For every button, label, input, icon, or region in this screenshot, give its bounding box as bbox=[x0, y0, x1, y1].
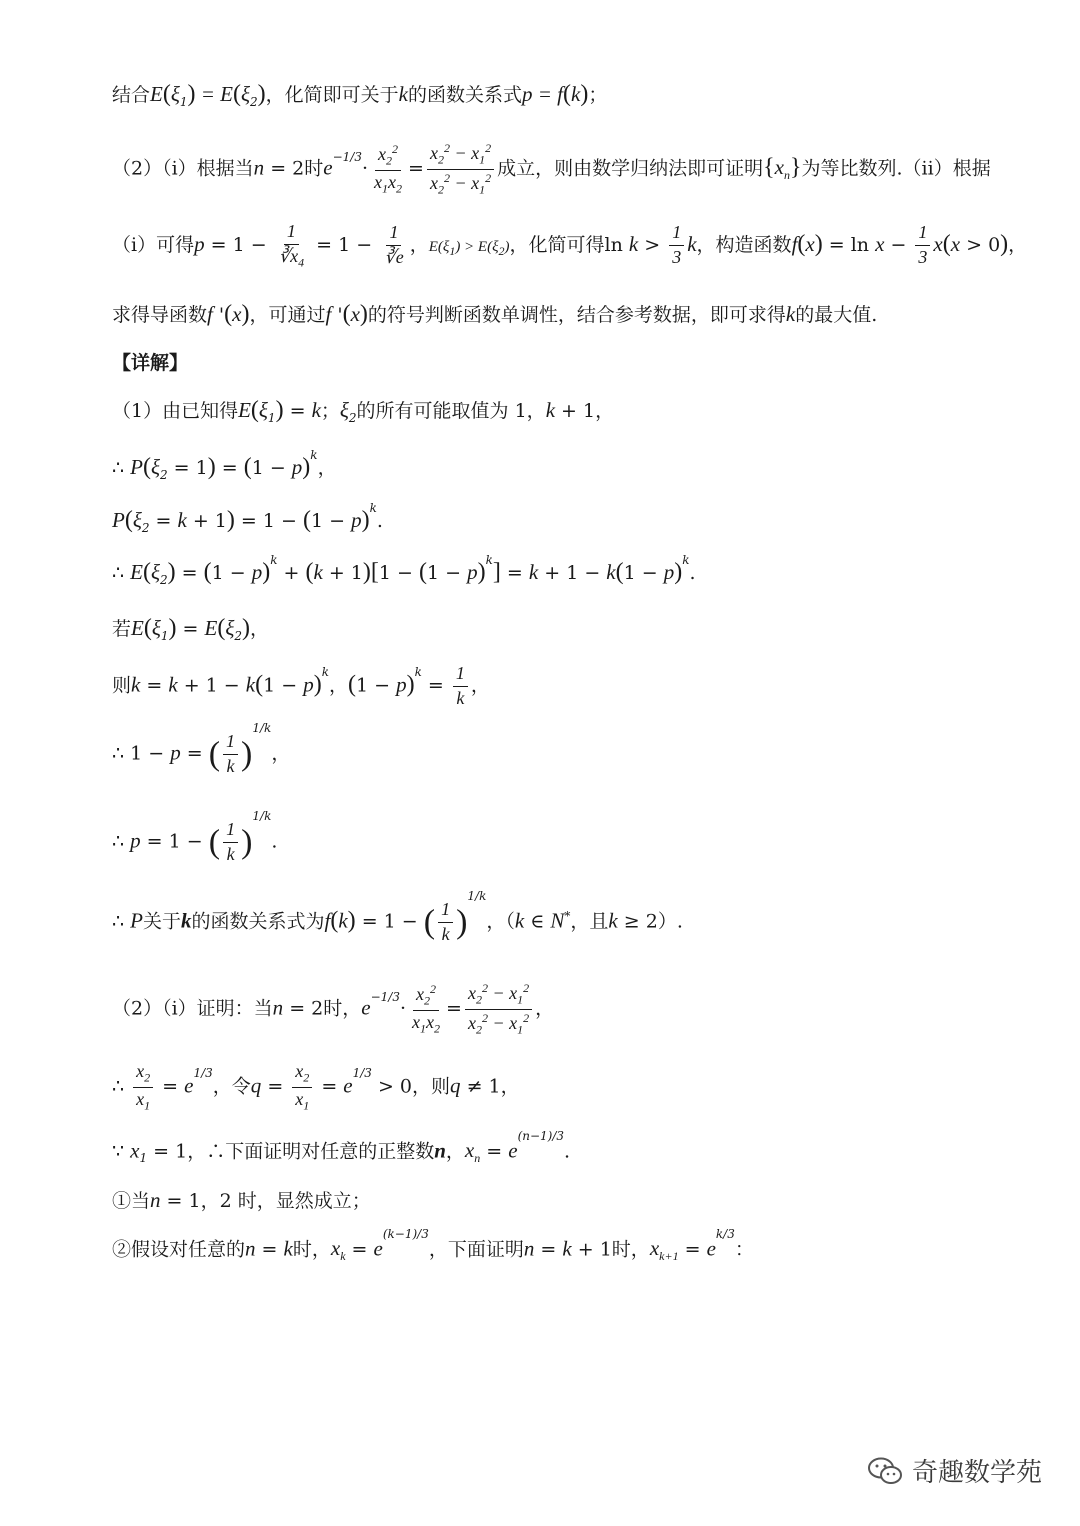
text-segment: 成立，则由数学归纳法即可证明 bbox=[497, 157, 764, 180]
text-segment: ，且 bbox=[570, 910, 609, 933]
text-segment: 为等比数列.（ii）根据 bbox=[801, 157, 991, 180]
text-segment: （2）（i）根据当 bbox=[112, 157, 254, 180]
solution-line-6: 则$k = k + 1 - k(1 - p)^k$，$(1 - p)^k$ = $\frac{1}{k}$ ， bbox=[112, 663, 490, 708]
solution-line-13: ①当n = 1，2 时，显然成立； bbox=[112, 1188, 371, 1212]
analysis-line-4: 求得导函数f '(x)，可通过f '(x)的符号判断函数单调性，结合参考数据，即可求得k的最大值. bbox=[112, 301, 878, 327]
text-segment: 时， bbox=[611, 1238, 650, 1261]
text-segment: ，可通过 bbox=[249, 304, 326, 326]
text-segment: ， bbox=[445, 1140, 465, 1163]
analysis-line-2: （2）（i）根据当n = 2时$e^{-1/3}\cdot$ $\frac{x_2^2}{x_1x_2}$ = $\frac{x_2^2 - x_1^2}{x_2^2 - x_1^2}$ 成立，则由数学归纳法即可证明$\{x_n\}$为等比数列.（ii）根据 bbox=[112, 141, 991, 197]
wechat-icon bbox=[866, 1456, 904, 1486]
text-segment: ，化简可得 bbox=[509, 233, 605, 256]
solution-line-10: （2）（i）证明：当n = 2时，$e^{-1/3}\cdot$ $\frac{x_2^2}{x_1x_2}$ = $\frac{x_2^2 - x_1^2}{x_2^2 - x_1^2}$ ， bbox=[112, 981, 555, 1037]
text-segment: （2）（i）证明：当 bbox=[112, 997, 273, 1020]
solution-line-1: （1）由已知得$E(\xi_1) = k$；$\xi_2$的所有可能取值为 1，k + 1， bbox=[112, 397, 615, 425]
text-segment: ，令 bbox=[212, 1075, 251, 1098]
text-segment: ，下面证明 bbox=[428, 1238, 524, 1261]
text-segment: ，（ bbox=[486, 910, 515, 933]
text-segment: ，则 bbox=[412, 1075, 451, 1098]
solution-line-5: 若$E(\xi_1) = E(\xi_2)$， bbox=[112, 615, 269, 643]
text-segment: 【详解】 bbox=[112, 352, 189, 374]
solution-line-2: ∴ $P(\xi_2 = 1) = (1 - p)^k$， bbox=[112, 447, 337, 482]
solution-line-11: ∴ $\frac{x_2}{x_1}$ = $e^{1/3}$，令q = $\frac{x_2}{x_1}$ = $e^{1/3} > 0$，则q ≠ 1， bbox=[112, 1061, 520, 1113]
watermark-text: 奇趣数学苑 bbox=[912, 1458, 1043, 1488]
text-segment: （i）可得 bbox=[112, 233, 195, 256]
text-segment: 求得导函数 bbox=[112, 304, 208, 326]
section-heading bbox=[112, 354, 188, 373]
text-segment: 若 bbox=[112, 618, 132, 640]
text-segment: 关于 bbox=[142, 910, 181, 933]
text-segment: ，构造函数 bbox=[696, 233, 792, 256]
text-segment: 时， bbox=[323, 997, 362, 1020]
text-segment: 结合 bbox=[112, 84, 151, 106]
solution-line-8: ∴ p = 1 − ( $\frac{1}{k}$ )$^{1/k}$. bbox=[112, 808, 278, 864]
text-segment: 的最大值. bbox=[795, 304, 878, 326]
text-segment: ①当 bbox=[112, 1190, 151, 1212]
watermark bbox=[866, 1452, 1042, 1489]
solution-line-14: ②假设对任意的n = k时，$x_k = e^{(k-1)/3}$，下面证明n = k + 1时，$x_{k+1} = e^{k/3}$： bbox=[112, 1227, 754, 1264]
solution-line-3: $P(\xi_2 = k + 1) = 1 - (1 - p)^k$. bbox=[112, 500, 383, 535]
text-segment: ②假设对任意的 bbox=[112, 1238, 246, 1261]
text-segment: 的符号判断函数单调性，结合参考数据，即可求得 bbox=[367, 304, 786, 326]
text-segment: 时， bbox=[292, 1238, 331, 1261]
analysis-line-1: 结合$E(\xi_1) = E(\xi_2)$，化简即可关于k的函数关系式p = f(k)； bbox=[112, 81, 608, 109]
analysis-line-3: （i）可得p = 1 − $\frac{1}{∛x_4}$ = 1 − $\frac{1}{∛e}$ ，$E(\xi_1) > E(\xi_2)$，化简可得ln k > $\frac{1}{3}$ k，构造函数f(x) = ln x − $\frac{1}{3}$ x(x > 0)， bbox=[112, 221, 1028, 270]
text-segment: ； bbox=[320, 400, 340, 422]
text-segment: 的函数关系式 bbox=[407, 84, 522, 106]
text-segment: 的所有可能取值为 1， bbox=[356, 400, 546, 422]
text-segment: 则 bbox=[112, 674, 132, 697]
solution-line-4: ∴ $E(\xi_2) = (1 - p)^k + (k + 1)[1 - (1 - p)^k] = k + 1 - k(1 - p)^k$. bbox=[112, 552, 696, 587]
text-segment: ）. bbox=[657, 910, 683, 933]
text-segment: ， bbox=[249, 618, 269, 640]
text-segment: ，化简即可关于 bbox=[265, 84, 399, 106]
solution-line-7: ∴ 1 − p = ( $\frac{1}{k}$ )$^{1/k}$， bbox=[112, 720, 291, 776]
text-segment: ，∴下面证明对任意的正整数 bbox=[187, 1140, 435, 1163]
text-segment: ， bbox=[1008, 233, 1028, 256]
solution-line-12: ∵ $x_1 = 1$，∴下面证明对任意的正整数n，$x_n = e^{(n-1)/3}$. bbox=[112, 1129, 571, 1166]
text-segment: （1）由已知得 bbox=[112, 400, 239, 422]
text-segment: ，2 时，显然成立； bbox=[200, 1190, 371, 1212]
text-segment: 的函数关系式为 bbox=[191, 910, 325, 933]
solution-line-9: ∴ P关于k的函数关系式为f(k) = 1 − ( $\frac{1}{k}$ )$^{1/k}$，（k ∈ N*，且k ≥ 2）. bbox=[112, 888, 683, 944]
text-segment: 时 bbox=[304, 157, 324, 180]
text-segment: ； bbox=[588, 84, 608, 106]
text-segment: ， bbox=[328, 674, 348, 697]
